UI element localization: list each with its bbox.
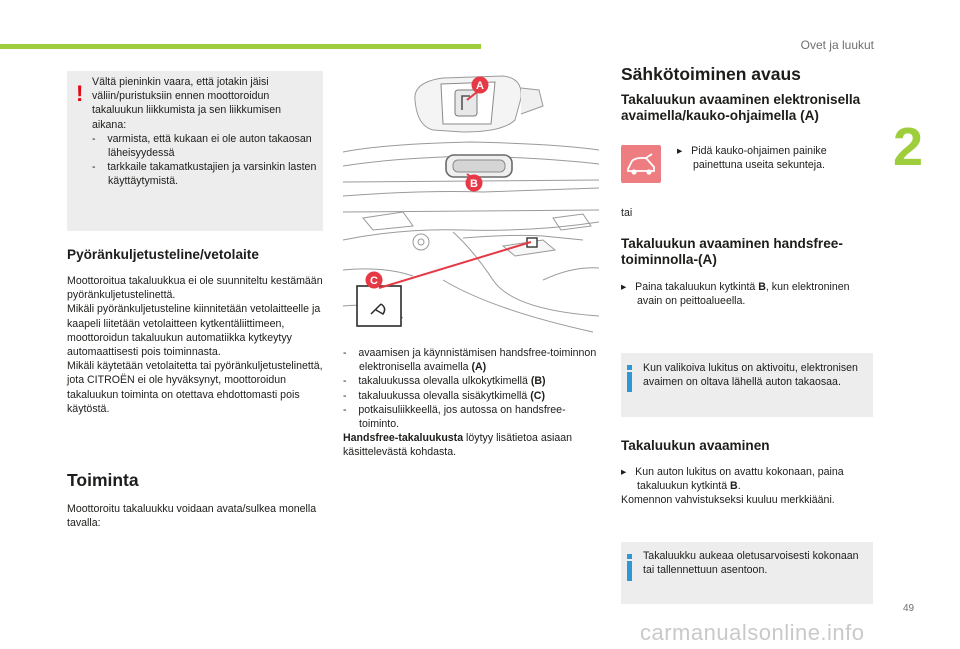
- info-box-selective-locking: [621, 353, 873, 417]
- or-text: tai: [621, 207, 633, 219]
- warning-item: - tarkkaile takamatkustajien ja varsinkin lasten käyttäytymistä.: [92, 161, 317, 188]
- methods-list: [343, 346, 605, 460]
- remote-step: ▸ Pidä kauko-ohjaimen painike painettuna useita sekunteja.: [677, 145, 827, 172]
- bike-carrier-title: Pyöränkuljetusteline/vetolaite: [67, 247, 259, 262]
- info-text: Kun valikoiva lukitus on aktivoitu, elektronisen avaimen on oltava lähellä auton takaosaa.: [643, 362, 858, 389]
- page-number: 49: [903, 603, 915, 614]
- remote-open-heading-block: [621, 92, 866, 124]
- opening-step: ▸ Kun auton lukitus on avattu kokonaan, paina takaluukun kytkintä B.: [621, 466, 844, 493]
- chapter-number: 2: [893, 117, 924, 177]
- bike-carrier-paragraph: Mikäli käytetään vetolaitetta tai pyöränkuljetustelinettä, jota CITROËN ei ole hyväksynyt, moottoroidun takaluukun toiminta on otettava ehdottomasti pois käytöstä.: [67, 360, 323, 415]
- operation-title: Toiminta: [67, 470, 139, 490]
- callout-label-b-text: B: [470, 178, 478, 190]
- step-arrow-icon: ▸: [621, 466, 627, 478]
- warning-item: - varmista, että kukaan ei ole auton takaosan läheisyydessä: [92, 132, 312, 160]
- step-arrow-icon: ▸: [677, 145, 683, 157]
- electric-open-title: Sähkötoiminen avaus: [621, 64, 801, 84]
- method-item: - takaluukussa olevalla ulkokytkimellä (B): [343, 375, 546, 388]
- opening-title: Takaluukun avaaminen: [621, 438, 770, 453]
- watermark: carmanualsonline.info: [640, 620, 865, 645]
- callout-label-a-text: A: [476, 80, 484, 92]
- method-item: - avaamisen ja käynnistämisen handsfree-toiminnon elektronisella avaimella (A): [343, 347, 597, 374]
- info-text: Takaluukku aukeaa oletusarvoisesti kokonaan tai tallennettuun asentoon.: [643, 550, 859, 577]
- warning-text: [92, 75, 318, 189]
- handsfree-open-heading-block: [621, 236, 883, 268]
- step-arrow-icon: ▸: [621, 281, 627, 293]
- method-item: - takaluukussa olevalla sisäkytkimellä (C): [343, 389, 545, 402]
- remote-open-title: Takaluukun avaaminen elektronisella avaimella/kauko-ohjaimella (A): [621, 92, 861, 123]
- warning-exclamation-icon: !: [76, 81, 84, 106]
- header-accent-bar: [0, 44, 481, 49]
- callout-label-c: [366, 272, 383, 289]
- opening-steps: [621, 465, 883, 508]
- warning-intro: Vältä pieninkin vaara, että jotakin jäisi väliin/puristuksiin ennen moottoroidun takaluukun liikkumista ja sen liikkumisen aikana:: [92, 76, 282, 131]
- bike-carrier-paragraph: Mikäli pyöränkuljetusteline kiinnitetään vetolaitteelle ja kaapeli liitetään vetolaitteen kytkentäliittimeen, moottoroidun takaluukun automatiikka kytkeytyy automaattisesti pois toiminnasta.: [67, 303, 321, 359]
- operation-section: [67, 470, 327, 530]
- callout-label-c-text: C: [370, 275, 378, 287]
- info-box-default-opening: [621, 542, 873, 604]
- bike-carrier-paragraph: Moottoroitua takaluukkua ei ole suunniteltu kestämään pyöränkuljetustelinettä.: [67, 275, 323, 302]
- handsfree-note: Handsfree-takaluukusta löytyy lisätietoa asiaan käsittelevästä kohdasta.: [343, 432, 573, 459]
- electric-open-section: [621, 64, 881, 84]
- operation-text: Moottoroitu takaluukku voidaan avata/sulkea monella tavalla:: [67, 503, 317, 530]
- callout-label-a: [472, 77, 489, 94]
- bike-carrier-section: [67, 247, 327, 416]
- tailgate-illustration: [343, 70, 599, 338]
- handsfree-step: ▸ Paina takaluukun kytkintä B, kun elektroninen avain on peittoalueella.: [621, 281, 850, 308]
- method-item: - potkaisuliikkeellä, jos autossa on handsfree-toiminto.: [343, 403, 566, 431]
- info-icon: [627, 561, 632, 581]
- callout-label-b: [466, 175, 483, 192]
- opening-confirm: Komennon vahvistukseksi kuuluu merkkiääni.: [621, 494, 835, 507]
- info-icon: [627, 372, 632, 392]
- handsfree-open-title: Takaluukun avaaminen handsfree-toiminnolla-(A): [621, 236, 843, 267]
- opening-heading-block: [621, 438, 881, 454]
- remote-tailgate-button-icon: [621, 145, 661, 183]
- section-title: Ovet ja luukut: [800, 38, 874, 52]
